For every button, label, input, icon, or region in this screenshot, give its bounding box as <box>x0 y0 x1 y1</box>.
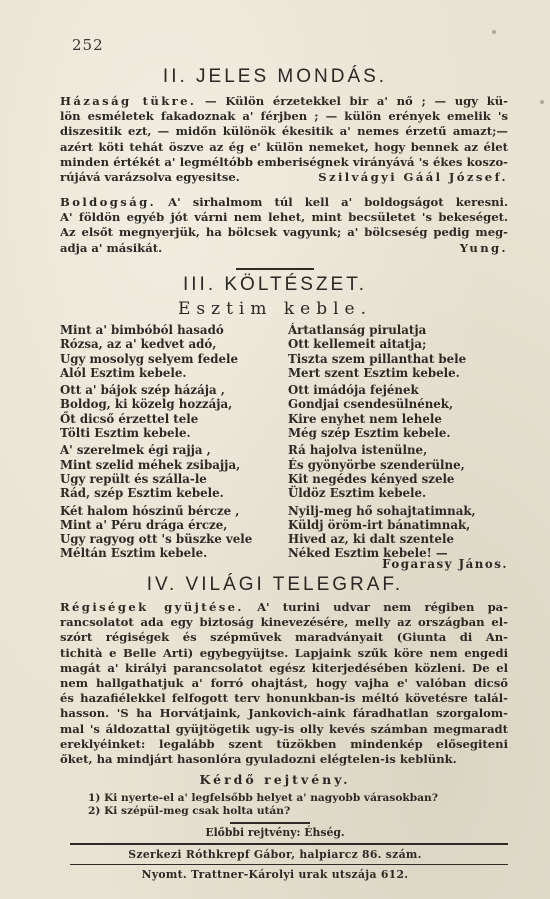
line-text: adja a' másikát. <box>60 240 163 255</box>
line-text: és hazafiélekkel felfogott terv honunkban-is méltó követésre talál- <box>60 691 508 706</box>
text-line <box>60 140 508 155</box>
line-text: A' sirhalmom túl kell a' boldogságot keresni. <box>156 195 508 209</box>
poem-line: Mint szelid méhek zsibajja, <box>60 457 241 472</box>
poem-stanza <box>288 443 508 500</box>
line-text: rújává varázsolva egyesitse. <box>60 169 240 184</box>
poem-title: Esztim keble. <box>177 299 373 319</box>
text-line <box>60 195 508 210</box>
lead-term: Régiségek gyüjtése. <box>60 600 244 614</box>
poem-line: Nyilj-meg hő sohajtatimnak, <box>288 503 476 518</box>
question-number: 2) <box>88 805 101 817</box>
text-line <box>60 94 508 109</box>
poem-stanza <box>288 383 508 440</box>
poem-line: Ott imádója fejének <box>288 383 419 398</box>
editor-line: Szerkezi Róthkrepf Gábor, halpiarcz 86. szám. <box>128 848 422 861</box>
poem-stanza <box>60 443 270 500</box>
paragraph-boldogsag <box>60 195 508 256</box>
question-number: 1) <box>88 792 101 804</box>
poem-line: Üldöz Esztim kebele. <box>288 486 427 501</box>
paragraph-regisegek-gyujtese <box>60 600 508 767</box>
text-line <box>60 615 508 630</box>
line-text: nem hallgathatjuk a' forró ohajtást, hogy vajha e' valóban dicső <box>60 675 508 690</box>
poem-line: Néked Esztim kebele! — <box>288 546 448 561</box>
line-text: A' földön egyéb jót várni nem lehet, mint becsületet 's bekeséget. <box>60 210 508 225</box>
text-line <box>60 124 508 139</box>
poem-line: Tölti Esztim kebele. <box>60 426 191 441</box>
printer-line: Nyomt. Trattner-Károlyi urak utszája 612. <box>141 868 409 881</box>
ink-blot <box>492 30 496 34</box>
text-line <box>60 225 508 240</box>
poem-line: Őt dicső érzettel tele <box>60 411 199 426</box>
lead-term: Boldogság. <box>60 195 157 209</box>
text-line <box>60 722 508 737</box>
section-title-vilagi-telegraf: IV. VILÁGI TELEGRAF. <box>146 574 404 595</box>
riddle-title: Kérdő rejtvény. <box>199 772 351 787</box>
poem-stanza <box>288 323 508 380</box>
line-text: diszesitik ezt, — midőn különök ékesitik a' nemes érzetű amazt;— <box>60 124 508 139</box>
poem-line: Mint a' bimbóból hasadó <box>60 323 224 337</box>
poem-line: A' szerelmek égi rajja , <box>60 443 211 458</box>
ink-blot <box>540 100 544 104</box>
riddle-question <box>88 805 508 818</box>
text-line <box>60 646 508 661</box>
poem-stanza <box>60 323 270 380</box>
question-text: Ki nyerte-el a' legfelsőbb helyet a' nagyobb várasokban? <box>100 792 438 804</box>
divider <box>230 822 310 824</box>
poem-line: Mert szent Esztim kebele. <box>288 365 460 380</box>
text-line <box>60 706 508 721</box>
riddle-question <box>88 792 508 805</box>
line-text: ereklyéinket: legalább szent tüzökben mindenkép elősegiteni <box>60 736 508 751</box>
poem-line: Ott kellemeit aitatja; <box>288 337 427 352</box>
page-number: 252 <box>72 36 104 54</box>
poem-right-column <box>288 323 508 564</box>
text-line <box>60 676 508 691</box>
line-text: minden értékét a' legméltóbb emberiségnek virányává 's ékes koszo- <box>60 154 508 169</box>
poem-line: Boldog, ki közelg hozzája, <box>60 397 233 412</box>
riddle-questions <box>88 792 508 818</box>
poem-line: Hived az, ki dalt szentele <box>288 532 454 547</box>
poem-line: Tiszta szem pillanthat bele <box>288 351 467 366</box>
line-text: tichità e Belle Arti) egybegyüjtse. Lapjaink szűk köre nem engedi <box>60 645 508 660</box>
text-line <box>60 109 508 124</box>
poem-line: Ártatlanság pirulatja <box>288 323 427 337</box>
line-text: Az elsőt megnyerjük, ha bölcsek vagyunk; a' bölcseség pedig meg- <box>60 225 508 240</box>
poem-line: Alól Esztim kebele. <box>60 365 187 380</box>
text-line <box>60 210 508 225</box>
poem-line: Méltán Esztim kebele. <box>60 546 208 561</box>
divider <box>236 268 314 270</box>
author-signature: Yung. <box>459 240 508 255</box>
poem-line: Ugy ragyog ott 's büszke vele <box>60 532 253 547</box>
line-text: magát a' királyi parancsolatot egész kiterjedésében közleni. De el <box>60 660 508 675</box>
lead-term: Házaság tükre. <box>60 94 197 108</box>
poem-line: Rózsa, az a' kedvet adó, <box>60 337 217 352</box>
poem-line: Kit negédes kényed szele <box>288 471 455 486</box>
poem-line: És gyönyörbe szenderülne, <box>288 457 465 472</box>
previous-riddle-answer: Előbbi rejtvény: Éhség. <box>205 826 345 839</box>
line-text: mal 's áldozattal gyüjtögetik ugy-is olly kevés számban megmaradt <box>60 721 508 736</box>
line-text: hasson. 'S ha Horvátjaink, Jankovich-aink fáradhatlan szorgalom- <box>60 706 508 721</box>
poem-stanza <box>60 504 270 561</box>
text-line <box>60 600 508 615</box>
line-text: azért köti tehát öszve az ég e' külön nemeket, hogy bennek az élet <box>60 139 508 154</box>
text-line <box>60 737 508 752</box>
footer-rule-mid <box>70 864 508 865</box>
poem-line: Rá hajolva istenülne, <box>288 443 428 458</box>
line-text: A' turini udvar nem régiben pa- <box>243 600 508 614</box>
text-line <box>60 752 508 767</box>
poem-line: Még szép Esztim kebele. <box>288 426 451 441</box>
author-signature: Szilvágyi Gáál József. <box>318 169 508 184</box>
line-text: — Külön érzetekkel bir a' nő ; — ugy kü- <box>196 94 508 108</box>
text-line <box>60 155 508 170</box>
poem-line: Két halom hószinű bércze , <box>60 503 240 518</box>
poem-line: Ugy mosolyg selyem fedele <box>60 351 238 366</box>
poem-author: Fogarasy János. <box>382 557 508 571</box>
poem-stanza <box>288 504 508 561</box>
poem-line: Ott a' bájok szép házája , <box>60 383 225 398</box>
poem-line: Gondjai csendesülnének, <box>288 397 454 412</box>
line-text: rancsolatot ada egy biztoság kinevezésére, melly az országban el- <box>60 615 508 630</box>
poem-left-column <box>60 323 270 564</box>
section-title-jeles-mondas: II. JELES MONDÁS. <box>162 66 388 87</box>
poem-stanza <box>60 383 270 440</box>
poem-line: Küldj öröm-irt bánatimnak, <box>288 517 471 532</box>
text-line <box>60 630 508 645</box>
poem-line: Rád, szép Esztim kebele. <box>60 486 224 501</box>
line-text: lön esméletek fakadoznak a' férjben ; — külön erények emelik 's <box>60 109 508 124</box>
poem-line: Ugy repült és szálla-le <box>60 471 207 486</box>
text-line <box>60 691 508 706</box>
text-line <box>60 170 508 185</box>
paragraph-hazassag-tukre <box>60 94 508 185</box>
text-line <box>60 661 508 676</box>
question-text: Ki szépül-meg csak holta után? <box>100 805 291 817</box>
poem-line: Kire enyhet nem lehele <box>288 411 442 426</box>
footer-rule-top <box>70 843 508 845</box>
line-text: őket, ha mindjárt hasonlóra gyuladozni elégtelen-is keblünk. <box>60 751 457 766</box>
text-line <box>60 241 508 256</box>
line-text: szórt régiségek és szépművek maradványait (Giunta di An- <box>60 630 508 645</box>
poem-line: Mint a' Péru drága ércze, <box>60 517 228 532</box>
section-title-kolteszet: III. KÖLTÉSZET. <box>182 274 367 295</box>
